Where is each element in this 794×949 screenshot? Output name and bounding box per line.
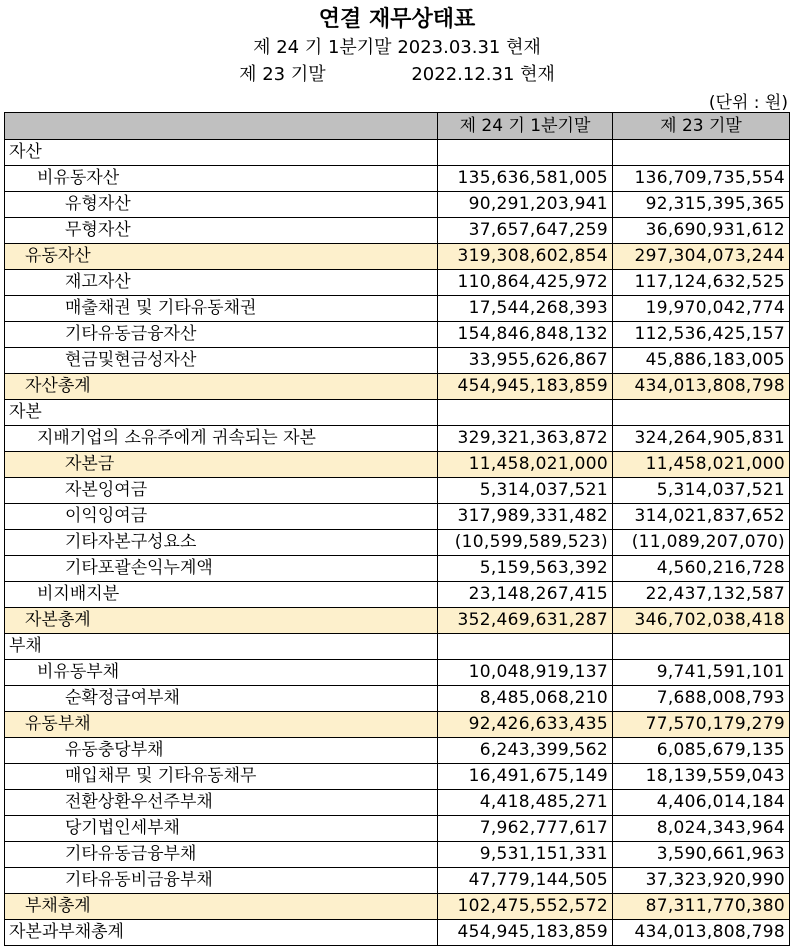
account-label: 유동자산: [5, 244, 438, 270]
prior-period-date: 2022.12.31 현재: [411, 64, 555, 85]
table-row: [5, 322, 790, 348]
current-value: [438, 140, 613, 166]
prior-value: 45,886,183,005: [613, 348, 790, 374]
account-label: 전환상환우선주부채: [5, 790, 438, 816]
account-label: 자본: [5, 400, 438, 426]
prior-value: 297,304,073,244: [613, 244, 790, 270]
account-label: 유동부채: [5, 712, 438, 738]
prior-value: 112,536,425,157: [613, 322, 790, 348]
account-label: 현금및현금성자산: [5, 348, 438, 374]
header-current-period: 제 24 기 1분기말: [438, 113, 613, 140]
prior-value: 117,124,632,525: [613, 270, 790, 296]
table-row: [5, 634, 790, 660]
prior-value: 314,021,837,652: [613, 504, 790, 530]
account-label: 자산: [5, 140, 438, 166]
table-row: [5, 894, 790, 920]
account-label: 자본잉여금: [5, 478, 438, 504]
current-value: 6,243,399,562: [438, 738, 613, 764]
current-value: 7,962,777,617: [438, 816, 613, 842]
account-label: 매출채권 및 기타유동채권: [5, 296, 438, 322]
prior-value: 7,688,008,793: [613, 686, 790, 712]
prior-value: 36,690,931,612: [613, 218, 790, 244]
account-label: 자산총계: [5, 374, 438, 400]
current-value: 454,945,183,859: [438, 374, 613, 400]
account-label: 이익잉여금: [5, 504, 438, 530]
current-value: 16,491,675,149: [438, 764, 613, 790]
current-value: 4,418,485,271: [438, 790, 613, 816]
account-label: 기타자본구성요소: [5, 530, 438, 556]
account-label: 비유동부채: [5, 660, 438, 686]
current-value: 10,048,919,137: [438, 660, 613, 686]
current-value: 154,846,848,132: [438, 322, 613, 348]
table-row: [5, 920, 790, 946]
account-label: 자본총계: [5, 608, 438, 634]
prior-value: 5,314,037,521: [613, 478, 790, 504]
current-value: 23,148,267,415: [438, 582, 613, 608]
current-period-date: 2023.03.31 현재: [397, 37, 541, 58]
table-row: [5, 530, 790, 556]
current-value: 17,544,268,393: [438, 296, 613, 322]
current-value: 317,989,331,482: [438, 504, 613, 530]
prior-value: 77,570,179,279: [613, 712, 790, 738]
current-value: 454,945,183,859: [438, 920, 613, 946]
header-account: [5, 113, 438, 140]
balance-sheet-table: [4, 112, 790, 946]
table-row: [5, 868, 790, 894]
table-row: [5, 608, 790, 634]
document-title: 연결 재무상태표: [318, 7, 476, 32]
table-row: [5, 660, 790, 686]
current-value: 9,531,151,331: [438, 842, 613, 868]
prior-value: 8,024,343,964: [613, 816, 790, 842]
account-label: 기타유동금융부채: [5, 842, 438, 868]
current-value: 37,657,647,259: [438, 218, 613, 244]
table-row: [5, 738, 790, 764]
current-value: 33,955,626,867: [438, 348, 613, 374]
account-label: 당기법인세부채: [5, 816, 438, 842]
account-label: 부채총계: [5, 894, 438, 920]
account-label: 비유동자산: [5, 166, 438, 192]
prior-value: 37,323,920,990: [613, 868, 790, 894]
current-value: 102,475,552,572: [438, 894, 613, 920]
current-value: (10,599,589,523): [438, 530, 613, 556]
current-value: 329,321,363,872: [438, 426, 613, 452]
prior-value: 324,264,905,831: [613, 426, 790, 452]
current-value: 8,485,068,210: [438, 686, 613, 712]
current-value: 5,159,563,392: [438, 556, 613, 582]
current-value: 135,636,581,005: [438, 166, 613, 192]
table-row: [5, 400, 790, 426]
table-row: [5, 556, 790, 582]
account-label: 기타포괄손익누계액: [5, 556, 438, 582]
current-value: [438, 634, 613, 660]
table-row: [5, 712, 790, 738]
prior-value: 346,702,038,418: [613, 608, 790, 634]
account-label: 유형자산: [5, 192, 438, 218]
account-label: 비지배지분: [5, 582, 438, 608]
table-row: [5, 478, 790, 504]
current-value: 5,314,037,521: [438, 478, 613, 504]
prior-value: 6,085,679,135: [613, 738, 790, 764]
table-row: [5, 374, 790, 400]
prior-value: 19,970,042,774: [613, 296, 790, 322]
table-row: [5, 166, 790, 192]
prior-value: [613, 400, 790, 426]
header-prior-period: 제 23 기말: [613, 113, 790, 140]
prior-value: [613, 634, 790, 660]
current-value: 47,779,144,505: [438, 868, 613, 894]
table-header-row: [5, 113, 790, 140]
prior-value: (11,089,207,070): [613, 530, 790, 556]
prior-value: 18,139,559,043: [613, 764, 790, 790]
current-value: 92,426,633,435: [438, 712, 613, 738]
prior-value: 11,458,021,000: [613, 452, 790, 478]
account-label: 부채: [5, 634, 438, 660]
table-row: [5, 686, 790, 712]
current-period-label: 제 24 기 1분기말: [253, 37, 392, 58]
account-label: 자본과부채총계: [5, 920, 438, 946]
account-label: 유동충당부채: [5, 738, 438, 764]
table-row: [5, 270, 790, 296]
prior-value: 92,315,395,365: [613, 192, 790, 218]
table-row: [5, 296, 790, 322]
table-row: [5, 348, 790, 374]
prior-value: 4,406,014,184: [613, 790, 790, 816]
prior-period-line: [0, 60, 794, 86]
account-label: 순확정급여부채: [5, 686, 438, 712]
prior-value: [613, 140, 790, 166]
table-row: [5, 426, 790, 452]
account-label: 재고자산: [5, 270, 438, 296]
current-value: 352,469,631,287: [438, 608, 613, 634]
account-label: 무형자산: [5, 218, 438, 244]
account-label: 기타유동금융자산: [5, 322, 438, 348]
table-row: [5, 504, 790, 530]
prior-value: 136,709,735,554: [613, 166, 790, 192]
current-value: 11,458,021,000: [438, 452, 613, 478]
table-row: [5, 842, 790, 868]
unit-label: (단위 : 원): [708, 93, 788, 113]
prior-value: 22,437,132,587: [613, 582, 790, 608]
account-label: 자본금: [5, 452, 438, 478]
current-value: [438, 400, 613, 426]
account-label: 매입채무 및 기타유동채무: [5, 764, 438, 790]
table-row: [5, 790, 790, 816]
current-value: 90,291,203,941: [438, 192, 613, 218]
current-period-line: [0, 33, 794, 59]
prior-value: 434,013,808,798: [613, 374, 790, 400]
prior-value: 87,311,770,380: [613, 894, 790, 920]
table-row: [5, 764, 790, 790]
table-row: [5, 582, 790, 608]
prior-value: 3,590,661,963: [613, 842, 790, 868]
table-row: [5, 244, 790, 270]
prior-value: 434,013,808,798: [613, 920, 790, 946]
account-label: 지배기업의 소유주에게 귀속되는 자본: [5, 426, 438, 452]
table-row: [5, 140, 790, 166]
table-row: [5, 452, 790, 478]
current-value: 319,308,602,854: [438, 244, 613, 270]
prior-value: 9,741,591,101: [613, 660, 790, 686]
account-label: 기타유동비금융부채: [5, 868, 438, 894]
prior-period-label: 제 23 기말: [239, 64, 326, 85]
table-row: [5, 192, 790, 218]
prior-value: 4,560,216,728: [613, 556, 790, 582]
table-row: [5, 218, 790, 244]
current-value: 110,864,425,972: [438, 270, 613, 296]
table-row: [5, 816, 790, 842]
